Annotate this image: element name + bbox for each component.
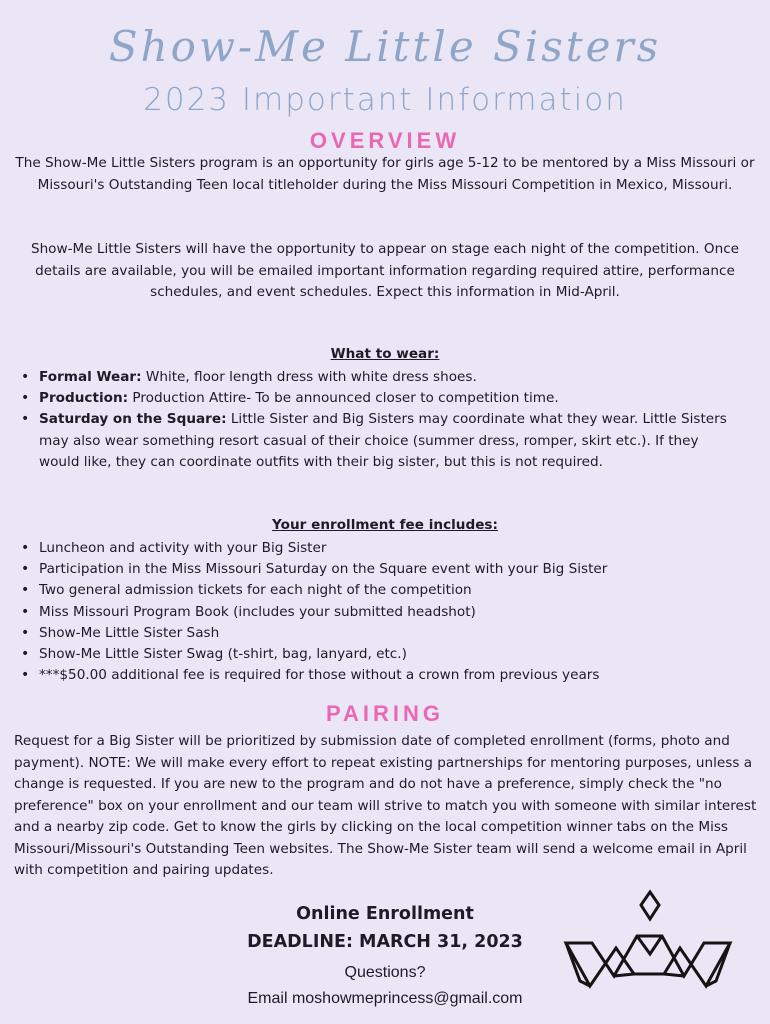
- enrollment-fee-list: [20, 538, 740, 686]
- list-item-label: Production:: [39, 390, 129, 407]
- what-to-wear-list: [20, 367, 740, 473]
- enrollment-fee-heading: Your enrollment fee includes:: [272, 517, 498, 533]
- list-item: • Luncheon and activity with your Big Sister: [20, 538, 740, 559]
- overview-paragraph-2: Show-Me Little Sisters will have the opportunity to appear on stage each night of the competition. Once details are available, you will be emailed important information regarding required attire, performance schedules, and event schedules. Expect this information in Mid-April.: [30, 241, 740, 300]
- what-to-wear-heading: What to wear:: [330, 346, 440, 362]
- list-item: • Show-Me Little Sister Sash: [20, 623, 740, 644]
- list-item-text: Little Sister and Big Sisters may coordinate what they wear. Little Sisters may also wear something resort casual of their choice (summer dress, romper, skirt etc.). If they would like, they can coordinate outfits with their big sister, but this is not required.: [39, 411, 727, 470]
- contact-email: Email moshowmeprincess@gmail.com: [247, 990, 523, 1007]
- list-item-text: White, floor length dress with white dress shoes.: [141, 369, 477, 385]
- list-item: • ***$50.00 additional fee is required for those without a crown from previous years: [20, 665, 740, 686]
- crown-icon: [562, 886, 734, 994]
- list-item: • Participation in the Miss Missouri Saturday on the Square event with your Big Sister: [20, 559, 740, 580]
- pairing-paragraph: Request for a Big Sister will be prioritized by submission date of completed enrollment (forms, photo and payment). NOTE: We will make every effort to repeat existing partnerships for mentoring purposes, unless a change is requested. If you are new to the program and do not have a preference, simply check the "no preference" box on your enrollment and our team will strive to match you with someone with similar interest and a nearby zip code. Get to know the girls by clicking on the local competition winner tabs on the Miss Missouri/Missouri's Outstanding Teen websites. The Show-Me Sister team will send a welcome email in April with competition and pairing updates.: [14, 733, 757, 878]
- pairing-heading: PAIRING: [325, 701, 445, 726]
- list-item-label: Formal Wear:: [39, 369, 142, 385]
- page-subtitle: 2023 Important Information: [143, 82, 627, 118]
- enrollment-deadline: DEADLINE: MARCH 31, 2023: [247, 932, 523, 952]
- list-item-label: Saturday on the Square:: [39, 411, 227, 428]
- overview-heading: OVERVIEW: [309, 128, 461, 153]
- list-item: • Two general admission tickets for each night of the competition: [20, 580, 740, 601]
- questions-label: Questions?: [344, 964, 426, 981]
- enrollment-title: Online Enrollment: [296, 904, 474, 924]
- overview-paragraph-1: The Show-Me Little Sisters program is an opportunity for girls age 5-12 to be mentored by a Miss Missouri or Missouri's Outstanding Teen local titleholder during the Miss Missouri Competition in Mexico, Missouri.: [15, 155, 755, 193]
- list-item: [20, 367, 740, 388]
- list-item: [20, 388, 740, 409]
- list-item: • Miss Missouri Program Book (includes your submitted headshot): [20, 602, 740, 623]
- list-item-text: Production Attire- To be announced closer to competition time.: [128, 390, 559, 407]
- page-title: Show-Me Little Sisters: [108, 22, 662, 71]
- list-item: • Show-Me Little Sister Swag (t-shirt, bag, lanyard, etc.): [20, 644, 740, 665]
- list-item: [20, 409, 740, 473]
